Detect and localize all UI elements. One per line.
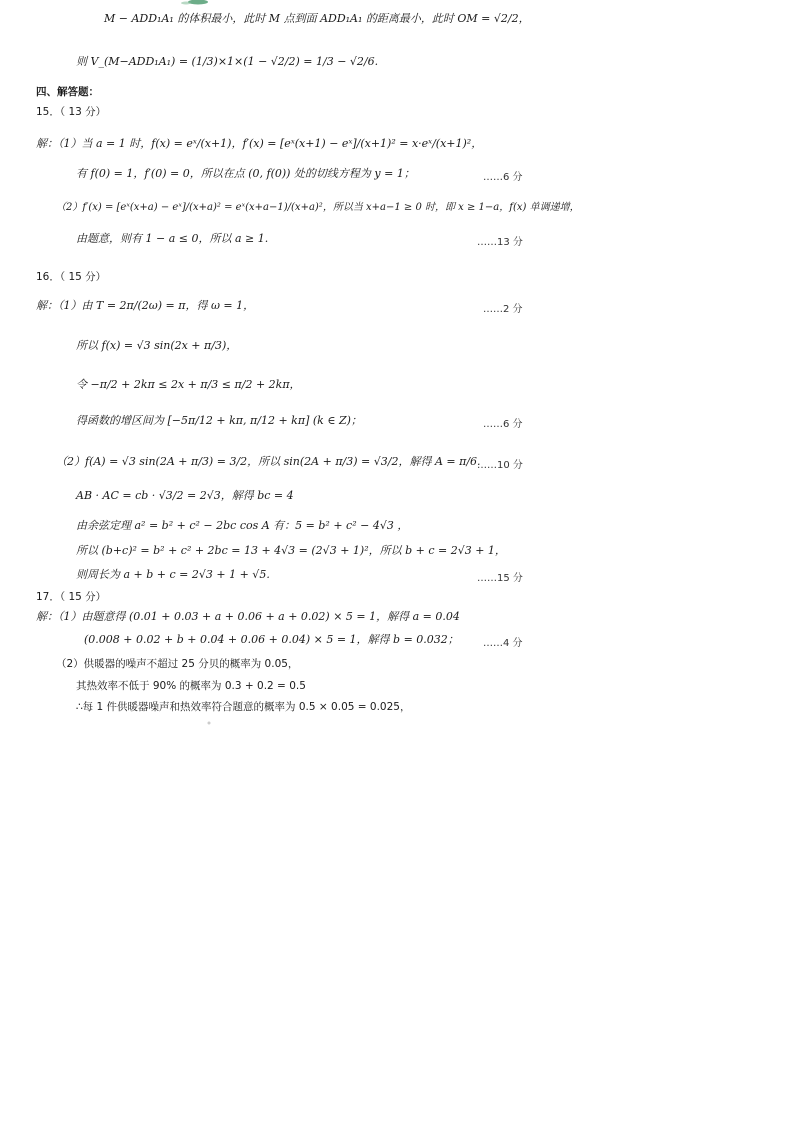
continued-line-1: M − ADD₁A₁ 的体积最小，此时 M 点到面 ADD₁A₁ 的距离最小，此时 OM = √2/2， xyxy=(104,12,530,25)
q17-part1-line1: 解：（1）由题意得 (0.01 + 0.03 + a + 0.06 + a + 0.02) × 5 = 1，解得 a = 0.04 xyxy=(36,610,460,623)
q16-part1-line4: 得函数的增区间为 [−5π/12 + kπ, π/12 + kπ] (k ∈ Z)； xyxy=(76,414,362,427)
q16-part1-line1: 解：（1）由 T = 2π/(2ω) = π，得 ω = 1， xyxy=(36,299,255,312)
q15-score-2: ……13 分 xyxy=(477,237,523,248)
q15-header: 15．（ 13 分） xyxy=(36,106,107,118)
q16-part2-line3: 由余弦定理 a² = b² + c² − 2bc cos A 有：5 = b² + c² − 4√3 ， xyxy=(76,519,409,532)
q16-part2-line2: AB · AC = cb · √3/2 = 2√3，解得 bc = 4 xyxy=(76,489,294,502)
q15-part2-line1: （2）f′(x) = [eˣ(x+a) − eˣ]/(x+a)² = eˣ(x+a−1)/(x+a)²，所以当 x+a−1 ≥ 0 时，即 x ≥ 1−a，f(x) 单调递增， xyxy=(56,202,580,213)
q16-score-1: ……2 分 xyxy=(483,304,523,315)
q16-score-2: ……6 分 xyxy=(483,419,523,430)
q17-header: 17．（ 15 分） xyxy=(36,591,107,603)
q17-score-1: ……4 分 xyxy=(483,638,523,649)
q16-part2-line5: 则周长为 a + b + c = 2√3 + 1 + √5. xyxy=(76,568,270,581)
q17-part2-line3: ∴每 1 件供暖器噪声和热效率符合题意的概率为 0.5 × 0.05 = 0.025， xyxy=(76,701,411,713)
q16-part2-line4: 所以 (b+c)² = b² + c² + 2bc = 13 + 4√3 = (2√3 + 1)²，所以 b + c = 2√3 + 1， xyxy=(76,544,506,557)
q17-part2-line2: 其热效率不低于 90% 的概率为 0.3 + 0.2 = 0.5 xyxy=(76,680,306,692)
q16-score-3: ……10 分 xyxy=(477,460,523,471)
q15-part2-line2: 由题意，则有 1 − a ≤ 0，所以 a ≥ 1. xyxy=(76,232,269,245)
q17-part2-line1: （2）供暖器的噪声不超过 25 分贝的概率为 0.05， xyxy=(56,658,299,670)
green-smudge-mark xyxy=(176,0,216,8)
q16-part1-line3: 令 −π/2 + 2kπ ≤ 2x + π/3 ≤ π/2 + 2kπ， xyxy=(76,378,301,391)
q16-part2-line1: （2）f(A) = √3 sin(2A + π/3) = 3/2，所以 sin(2A + π/3) = √3/2，解得 A = π/6. xyxy=(56,455,481,468)
q15-part1-line1: 解：（1）当 a = 1 时，f(x) = eˣ/(x+1)，f′(x) = [eˣ(x+1) − eˣ]/(x+1)² = x·eˣ/(x+1)²， xyxy=(36,137,483,150)
q16-score-4: ……15 分 xyxy=(477,573,523,584)
q15-score-1: ……6 分 xyxy=(483,172,523,183)
q16-header: 16．（ 15 分） xyxy=(36,271,107,283)
q15-part1-line2: 有 f(0) = 1，f′(0) = 0，所以在点 (0, f(0)) 处的切线方程为 y = 1； xyxy=(76,167,415,180)
q16-part1-line2: 所以 f(x) = √3 sin(2x + π/3)， xyxy=(76,339,238,352)
scan-speck xyxy=(206,720,214,728)
section-heading: 四、解答题： xyxy=(36,86,99,98)
continued-line-2: 则 V_(M−ADD₁A₁) = (1/3)×1×(1 − √2/2) = 1/3 − √2/6. xyxy=(76,55,379,68)
q17-part1-line2: (0.008 + 0.02 + b + 0.04 + 0.06 + 0.04) × 5 = 1，解得 b = 0.032； xyxy=(84,633,459,646)
